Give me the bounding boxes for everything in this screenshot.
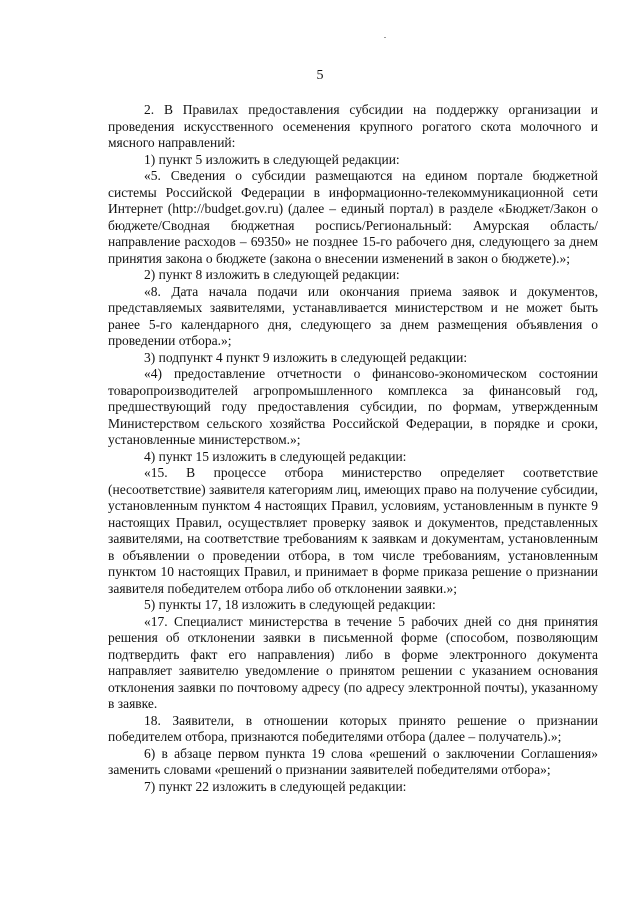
paragraph-item-5: 5) пункты 17, 18 изложить в следующей редакции: xyxy=(144,597,436,612)
scan-speck xyxy=(384,37,386,38)
paragraph-clause-18: 18. Заявители, в отношении которых принято решение о признании победителем отбора, признаются победителями отбора (далее – получатель).»; xyxy=(108,712,598,744)
paragraph-subclause-4: «4) предоставление отчетности о финансово-экономическом состоянии товаропроизводителей агропромышленного комплекса за финансовый год, предшествующий году предоставления субсидии, по формам, утвержденным Министерством сельского хозяйства Российской Федерации, в порядке и сроки, установленные министерством.»; xyxy=(108,366,598,447)
paragraph-item-2: 2) пункт 8 изложить в следующей редакции: xyxy=(144,267,400,282)
paragraph-clause-17: «17. Специалист министерства в течение 5 рабочих дней со дня принятия решения об отклонении заявки в письменной форме (способом, позволяющим подтвердить факт его направления) либо в форме электронного документа направляет заявителю уведомление о принятом решении с указанием основания отклонения заявки по почтовому адресу (по адресу электронной почты), указанному в заявке. xyxy=(108,613,598,711)
document-body xyxy=(108,102,598,795)
paragraph-clause-8: «8. Дата начала подачи или окончания приема заявок и документов, представляемых заявителями, устанавливается министерством и не может быть ранее 5-го календарного дня, следующего за днем размещения объявления о проведении отбора.»; xyxy=(108,283,598,348)
paragraph-item-3: 3) подпункт 4 пункт 9 изложить в следующей редакции: xyxy=(144,349,468,365)
page-number: 5 xyxy=(316,68,324,83)
paragraph-item-7: 7) пункт 22 изложить в следующей редакции: xyxy=(144,778,407,794)
paragraph-item-4: 4) пункт 15 изложить в следующей редакции: xyxy=(144,448,407,464)
paragraph-section-2-intro: 2. В Правилах предоставления субсидии на поддержку организации и проведения искусственного осеменения крупного рогатого скота молочного и мясного направлений: xyxy=(108,102,598,150)
paragraph-item-1: 1) пункт 5 изложить в следующей редакции: xyxy=(144,151,400,167)
paragraph-clause-5: «5. Сведения о субсидии размещаются на едином портале бюджетной системы Российской Федерации в информационно-телекоммуникационной сети Интернет (http://budget.gov.ru) (далее – единый портал) в разделе «Бюджет/Закон о бюджете/Сводная бюджетная роспись/Региональный: Амурская область/направление расходов – 69350» не позднее 15-го рабочего дня, следующего за днем принятия закона о бюджете (закона о внесении изменений в закон о бюджете).»; xyxy=(108,168,598,266)
paragraph-item-6: 6) в абзаце первом пункта 19 слова «решений о заключении Соглашения» заменить словами «решений о признании заявителей победителями отбора»; xyxy=(108,745,598,777)
paragraph-clause-15: «15. В процессе отбора министерство определяет соответствие (несоответствие) заявителя категориям лиц, имеющих право на получение субсидии, установленным пунктом 4 настоящих Правил, условиям, установленным в пункте 9 настоящих Правил, осуществляет проверку заявок и документов, представленных заявителями, на соответствие требованиям к заявкам и документам, установленным в объявлении о проведении отбора, в том числе требованиям, установленным пунктом 10 настоящих Правил, и принимает в форме приказа решение о признании заявителя победителем отбора либо об отклонении заявки.»; xyxy=(108,465,598,596)
